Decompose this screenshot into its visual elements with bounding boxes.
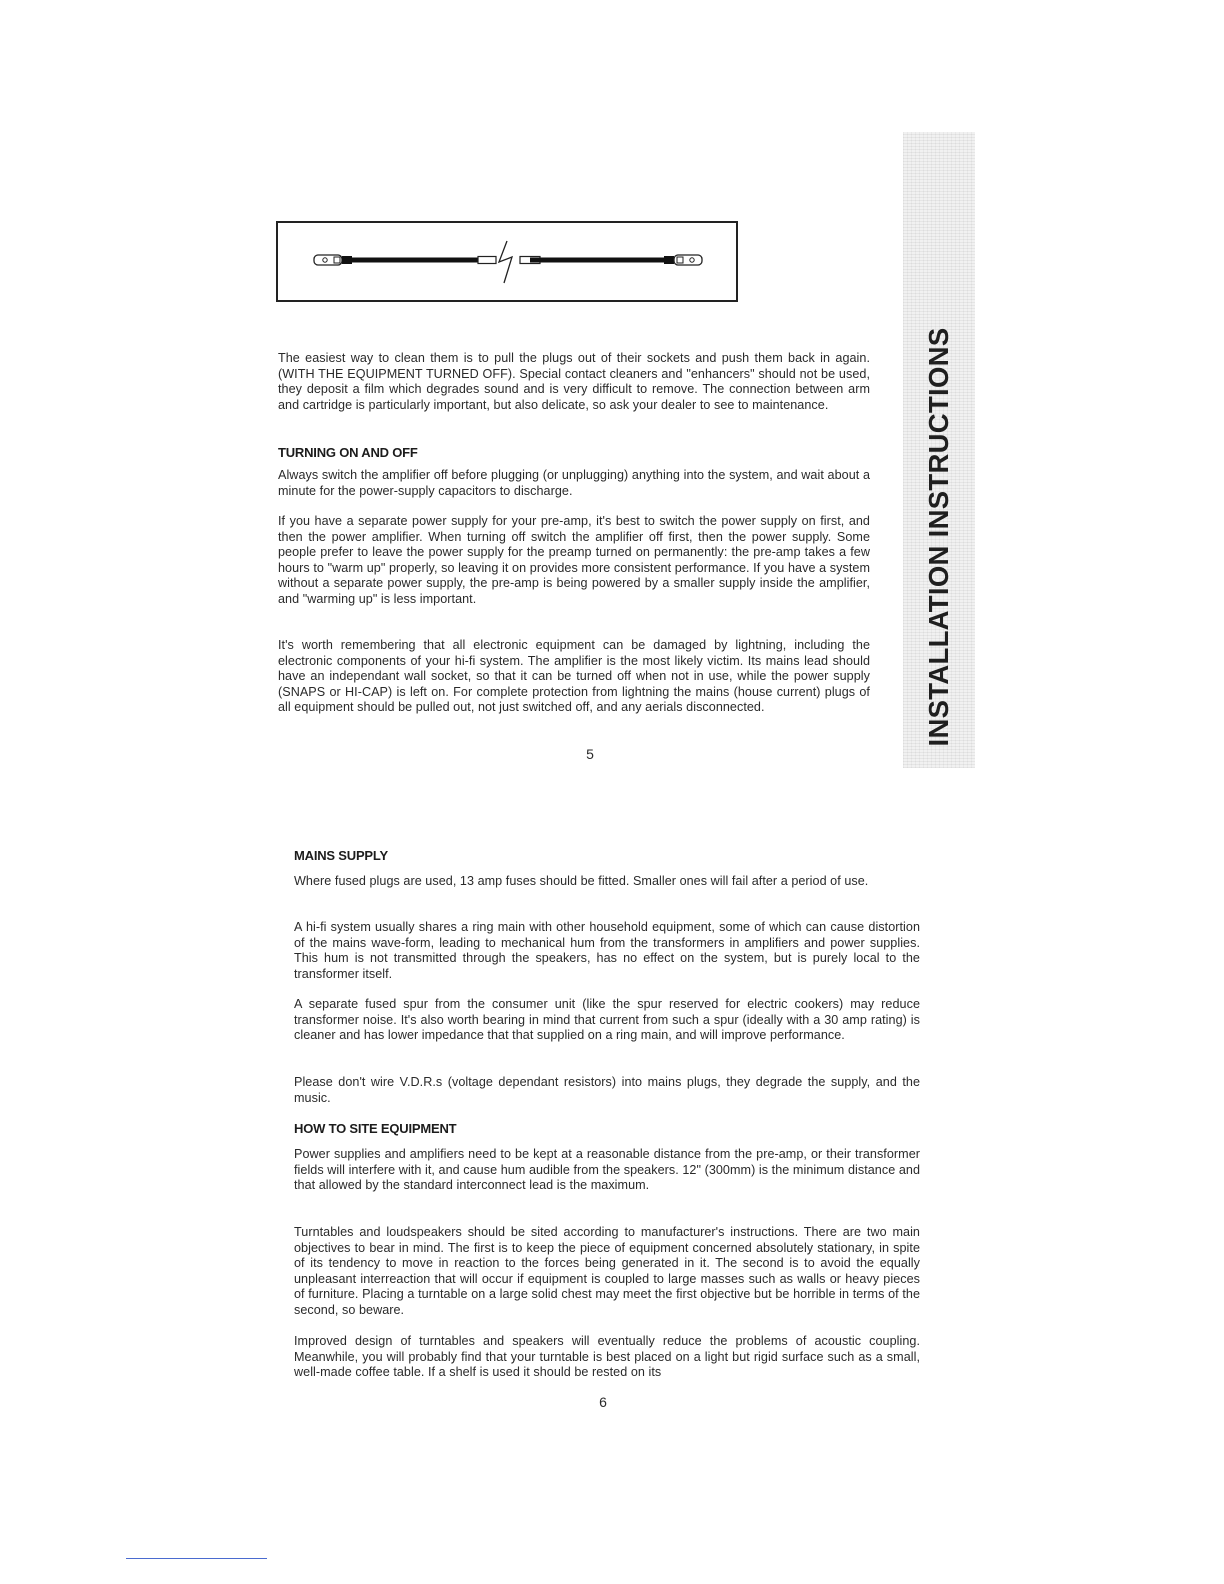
lightning-paragraph: It's worth remembering that all electronic equipment can be damaged by lightning, including the electronic components of your hi-fi system. The amplifier is the most likely victim. Its mains lead should have an independant wall socket, so that it can be turned off when not in use, while the power supply (SNAPS or HI-CAP) is left on. For complete protection from lightning the mains (house current) plugs of all equipment should be pulled out, not just switched off, and any aerials disconnected.: [278, 638, 870, 715]
cable-illustration: [276, 221, 738, 302]
footnote-rule: [126, 1558, 267, 1559]
turning-on-off-heading: TURNING ON AND OFF: [278, 445, 418, 460]
cleaning-paragraph: The easiest way to clean them is to pull the plugs out of their sockets and push them back in again. (WITH THE EQUIPMENT TURNED OFF). Special contact cleaners and "enhancers" should not be used, they deposit a film which degrades sound and is very difficult to remove. The connection between arm and cartridge is particularly important, but also delicate, so ask your dealer to see to maintenance.: [278, 351, 870, 412]
page-6-para-5-block: [294, 1147, 920, 1194]
page-5-para-4-block: [278, 638, 870, 716]
page-number-5: 5: [586, 746, 594, 762]
page-6-para-3-block: [294, 997, 920, 1044]
acoustic-coupling-paragraph: Improved design of turntables and speakers will eventually reduce the problems of acoustic coupling. Meanwhile, you will probably find that your turntable is best placed on a light but rigid surface such as a small, well-made coffee table. If a shelf is used it should be rested on its: [294, 1334, 920, 1380]
page-5-para-1-block: [278, 351, 870, 413]
turning-heading-block: [278, 445, 870, 460]
turntables-paragraph: Turntables and loudspeakers should be sited according to manufacturer's instructions. There are two main objectives to bear in mind. The first is to keep the piece of equipment concerned absolutely stationary, in spite of its tendency to move in reaction to the forces being generated in it. The second is to avoid the equally unpleasant interreaction that will occur if equipment is coupled to large masses such as walls or heavy pieces of furniture. Placing a turntable on a large solid chest may meet the first objective but be horrible in terms of the second, so beware.: [294, 1225, 920, 1317]
installation-instructions-tab-label: INSTALLATION INSTRUCTIONS: [923, 327, 954, 747]
interconnect-cable-icon: [278, 223, 740, 304]
mains-supply-heading: MAINS SUPPLY: [294, 848, 388, 863]
how-to-site-equipment-heading: HOW TO SITE EQUIPMENT: [294, 1121, 457, 1136]
ring-main-paragraph: A hi-fi system usually shares a ring main with other household equipment, some of which can cause distortion of the mains wave-form, leading to mechanical hum from the transformers in amplifiers and power supplies. This hum is not transmitted through the speakers, has no effect on the system, but is purely local to the transformer itself.: [294, 920, 920, 981]
page-number-6: 6: [599, 1394, 607, 1410]
page-6-para-1-block: [294, 874, 920, 890]
mains-heading-block: [294, 848, 920, 863]
page-5-para-3-block: [278, 514, 870, 608]
site-heading-block: [294, 1121, 920, 1136]
fuses-paragraph: Where fused plugs are used, 13 amp fuses should be fitted. Smaller ones will fail after a period of use.: [294, 874, 869, 888]
page-6-para-7-block: [294, 1334, 920, 1381]
page-6-para-6-block: [294, 1225, 920, 1319]
vdr-paragraph: Please don't wire V.D.R.s (voltage dependant resistors) into mains plugs, they degrade the supply, and the music.: [294, 1075, 920, 1105]
power-supply-paragraph: If you have a separate power supply for your pre-amp, it's best to switch the power supply on first, and then the power amplifier. When turning off switch the amplifier off first, then the power supply. Some people prefer to leave the power supply for the preamp turned on permanently: the pre-amp takes a few hours to "warm up" properly, so leaving it on provides more consistent performance. If you have a system without a separate power supply, the pre-amp is being powered by a smaller supply inside the amplifier, and "warming up" is less important.: [278, 514, 870, 606]
page-6-para-4-block: [294, 1075, 920, 1106]
distance-paragraph: Power supplies and amplifiers need to be kept at a reasonable distance from the pre-amp, or their transformer fields will interfere with it, and cause hum audible from the speakers. 12" (300mm) is the minimum distance and that allowed by the standard interconnect lead is the maximum.: [294, 1147, 920, 1193]
page-5-para-2-block: [278, 468, 870, 499]
fused-spur-paragraph: A separate fused spur from the consumer unit (like the spur reserved for electric cookers) may reduce transformer noise. It's also worth bearing in mind that current from such a spur (ideally with a 30 amp rating) is cleaner and has lower impedance that that supplied on a ring main, and will improve performance.: [294, 997, 920, 1043]
switch-off-paragraph: Always switch the amplifier off before plugging (or unplugging) anything into the system, and wait about a minute for the power-supply capacitors to discharge.: [278, 468, 870, 498]
page-6-para-2-block: [294, 920, 920, 982]
